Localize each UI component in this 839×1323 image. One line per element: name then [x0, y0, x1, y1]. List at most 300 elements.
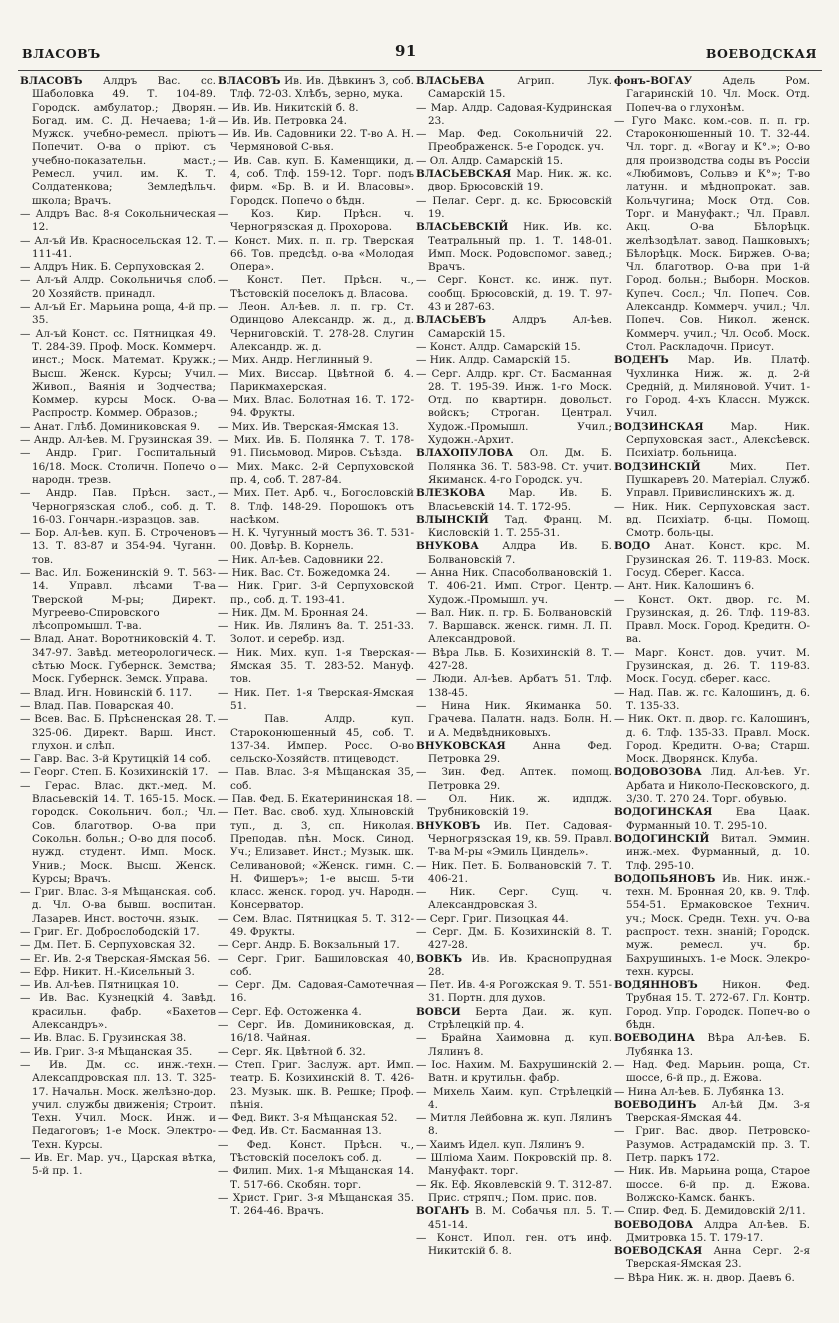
directory-entry: [20, 261, 216, 274]
entry-text: — Всев. Вас. Б. Прѣсненская 28. Т. 325-06. Директ. Варш. Инст. глухон. и слѣп.: [20, 713, 216, 752]
column-3: [416, 75, 612, 1315]
directory-entry: [614, 1032, 810, 1059]
entry-text: — Люди. Ал-ѣев. Арбатъ 51. Тлф. 138-45.: [416, 673, 612, 699]
directory-entry: [614, 833, 810, 873]
entry-surname: ВОДОВОЗОВА: [614, 766, 702, 779]
directory-entry: [218, 235, 414, 275]
entry-surname: ВОДО: [614, 540, 651, 553]
directory-entry: [218, 647, 414, 687]
entry-text: — Ник. Пет. 1-я Тверская-Ямская 51.: [218, 686, 414, 712]
entry-text: — Григ. Влас. 3-я Мѣщанская. соб. д. Чл. О-ва бывш. воспитан. Лазарев. Инст. восточн. язык.: [20, 886, 216, 925]
directory-entry: [20, 567, 216, 633]
entry-surname: ВОДЗИНСКІЙ: [614, 460, 701, 473]
entry-text: — Іос. Нахим. М. Бахрушинскій 2. Ватн. и крутильн. фабр.: [416, 1058, 612, 1085]
directory-entry: [416, 1112, 612, 1139]
directory-entry: [416, 913, 612, 926]
entry-surname: ВОВКЪ: [416, 952, 463, 965]
directory-entry: [218, 461, 414, 488]
entry-text: Никон. Фед. Трубная 15. Т. 272-67. Гл. Контр. Город. Упр. Городск. Попеч-во о бѣдн.: [626, 979, 810, 1032]
directory-entry: [416, 1232, 612, 1259]
directory-entry: [218, 128, 414, 155]
entry-text: Алдра Ив. Б. Болвановскій 7.: [428, 540, 612, 566]
entry-text: — Ефр. Никит. Н.-Кисельный 3.: [20, 965, 195, 978]
entry-text: — Анна Ник. Спасоболвановскій 1. Т. 406-21. Имп. Строг. Центр. Худож.-Промышл. уч.: [416, 566, 612, 606]
directory-entry: [416, 155, 612, 168]
directory-entry: [416, 102, 612, 129]
entry-text: — Христ. Григ. 3-я Мѣщанская 35. Т. 264-46. Врачъ.: [218, 1191, 414, 1218]
directory-entry: [20, 1032, 216, 1045]
entry-text: — Мих. Макс. 2-й Серпуховской пр. 4, соб. Т. 287-84.: [218, 460, 414, 486]
entry-text: — Пав. Влас. 3-я Мѣщанская 35, соб.: [218, 766, 414, 792]
entry-text: — Ал-ъй Алдр. Сокольничья слоб. 20 Хозяйств. принадл.: [20, 274, 216, 300]
directory-entry: [416, 274, 612, 314]
entry-text: — Серг. Григ. Башиловская 40, соб.: [218, 952, 414, 978]
directory-entry: [614, 1245, 810, 1272]
directory-entry: [416, 75, 612, 102]
directory-entry: [218, 115, 414, 128]
entry-text: Ал-ѣй Дм. 3-я Тверская-Ямская 44.: [626, 1098, 810, 1125]
entry-text: — Вѣра Ник. ж. н. двор. Даевъ 6.: [614, 1271, 795, 1284]
entry-text: — Алдръ Ник. Б. Серпуховская 2.: [20, 261, 205, 274]
column-1: [20, 75, 216, 1315]
directory-entry: [218, 301, 414, 354]
entry-text: — Серг. Як. Цвѣтной б. 32.: [218, 1045, 366, 1058]
entry-text: — Ник. Григ. 3-й Серпуховской пр., соб. д. Т. 193-41.: [218, 580, 414, 606]
directory-entry: [614, 501, 810, 541]
column-2: [218, 75, 414, 1315]
directory-entry: [416, 221, 612, 274]
entry-surname: ВОДЗИНСКАЯ: [614, 420, 704, 433]
entry-text: Мар. Ник. Серпуховская заст., Алексѣевск. Психіатр. больница.: [626, 420, 810, 460]
directory-entry: [614, 1205, 810, 1218]
directory-entry: [218, 1019, 414, 1046]
page-header: [0, 42, 839, 64]
directory-entry: [416, 540, 612, 567]
directory-entry: [416, 514, 612, 541]
directory-entry: [416, 607, 612, 647]
directory-entry: [218, 939, 414, 952]
directory-entry: [218, 75, 414, 102]
entry-surname: ВОВСИ: [416, 1005, 461, 1018]
directory-entry: [20, 1152, 216, 1179]
entry-surname: ВОЕВОДИНА: [614, 1032, 695, 1045]
directory-entry: [614, 115, 810, 354]
directory-entry: [20, 301, 216, 328]
entry-text: — Ник. Дм. М. Бронная 24.: [218, 606, 369, 619]
directory-entry: [20, 953, 216, 966]
entry-surname: ВОДЕНЪ: [614, 354, 669, 367]
entry-text: — Герас. Влас. дкт.-мед. М. Власьевскій 14. Т. 165-15. Моск. городск. Сокольнич. бол.; Чл. Сов. благотвор. О-ва при Сокольн. больн.; О-во для пособ. нужд. студент. Имп. Моск. Унив.; Моск. Высш. Женск. Курсы; Врачъ.: [20, 779, 216, 885]
entry-text: — Конст. Алдр. Самарскій 15.: [416, 340, 581, 353]
entry-text: Витал. Эммин. инж.-мех. Фурманный, д. 10. Тлф. 295-10.: [626, 832, 810, 872]
entry-text: — Алдръ Вас. 8-я Сокольническая 12.: [20, 207, 216, 234]
directory-entry: [218, 766, 414, 793]
entry-text: — Ив. Ив. Никитскій б. 8.: [218, 101, 359, 114]
entry-text: Ив. Пет. Садовая-Черногрязская 19, кв. 59. Правл. Т-ва М-ры «Эмиль Циндель».: [428, 819, 612, 859]
entry-text: — Ив. Влас. Б. Грузинская 38.: [20, 1032, 187, 1045]
entry-text: — Ив. Ег. Мар. уч., Царская вѣтка, 5-й пр. 1.: [20, 1152, 216, 1178]
entry-text: — Влад. Игн. Новинскій б. 117.: [20, 686, 193, 699]
directory-entry: [416, 368, 612, 448]
directory-entry: [218, 527, 414, 554]
entry-text: — Дм. Пет. Б. Серпуховская 32.: [20, 939, 196, 952]
entry-text: — Ник. Ив. Лялинъ 8а. Т. 251-33. Золот. и серебр. изд.: [218, 620, 414, 646]
directory-entry: [218, 1059, 414, 1112]
entry-text: Берта Даи. ж. куп. Стрѣлецкій пр. 4.: [428, 1005, 612, 1032]
entry-surname: ВОЕВОДСКАЯ: [614, 1245, 703, 1258]
entry-text: — Мар. Алдр. Садовая-Кудринская 23.: [416, 101, 612, 127]
entry-text: — Бор. Ал-ѣев. куп. Б. Строченовъ 13. Т. 83-87 и 354-94. Чуганн. тов.: [20, 527, 216, 566]
directory-entry: [218, 953, 414, 980]
entry-surname: ВЛЫНСКІЙ: [416, 513, 489, 526]
entry-text: — Ол. Ник. ж. идпдж. Трубниковскій 19.: [416, 793, 612, 819]
entry-text: — Георг. Степ. Б. Козихинскій 17.: [20, 766, 209, 779]
directory-entry: [218, 1046, 414, 1059]
directory-entry: [416, 979, 612, 1006]
entry-surname: фонъ-ВОГАУ: [614, 75, 693, 87]
directory-entry: [614, 540, 810, 580]
directory-entry: [20, 235, 216, 262]
entry-text: — Серг. Конст. кс. инж. пут. сообщ. Брюсовскій, д. 19. Т. 97-43 и 287-63.: [416, 274, 612, 314]
directory-entry: [218, 487, 414, 527]
directory-entry: [416, 1139, 612, 1152]
entry-text: — Марг. Конст. дов. учит. М. Грузинская, д. 26. Т. 119-83. Моск. Госуд. сберег. касс.: [614, 646, 810, 686]
directory-entry: [416, 487, 612, 514]
entry-text: — Ник. Серг. Сущ. ч. Александровская 3.: [416, 886, 612, 912]
entry-text: — Серг. Ив. Доминиковская, д. 16/18. Чайная.: [218, 1019, 414, 1045]
entry-text: — Ив. Ив. Петровка 24.: [218, 114, 347, 127]
directory-entry: [416, 447, 612, 487]
entry-text: — Ник. Окт. п. двор. гс. Калошинъ, д. 6. Тлф. 135-33. Правл. Моск. Город. Кредитн. О-ва; Старш. Моск. Дворянск. Клуба.: [614, 713, 810, 766]
entry-text: — Ник. Пет. Б. Болвановскій 7. Т. 406-21.: [416, 859, 612, 885]
entry-text: — Конст. Ипол. ген. отъ инф. Никитскій б. 8.: [416, 1231, 612, 1258]
entry-surname: ВОЕВОДОВА: [614, 1218, 694, 1231]
entry-surname: ВНУКОВЪ: [416, 819, 481, 832]
directory-entry: [218, 979, 414, 1006]
entry-text: — Ник. Ник. Серпуховская заст. вд. Психіатр. б-цы. Помощ. Смотр. боль-цы.: [614, 500, 810, 540]
directory-entry: [20, 780, 216, 886]
entry-text: — Пелаг. Серг. д. кс. Брюсовскій 19.: [416, 194, 612, 220]
entry-text: — Григ. Ег. Доброслободскій 17.: [20, 926, 200, 938]
entry-text: — Нина Ал-ѣев. Б. Лубянка 13.: [614, 1085, 785, 1098]
directory-entry: [20, 447, 216, 487]
directory-entry: [218, 620, 414, 647]
entry-text: — Серг. Дм. Садовая-Самотечная 16.: [218, 979, 414, 1005]
entry-text: Ив. Ив. Дѣвкинъ 3, соб. Тлф. 72-03. Хлѣбъ, зерно, мука.: [230, 75, 414, 101]
directory-entry: [218, 1112, 414, 1125]
entry-text: — Вас. Ил. Боженинскій 9. Т. 563-14. Управл. лѣсами Т-ва Тверской М-ры; Директ. Мугреево-Спировского лѣсопромышл. Т-ва.: [20, 566, 216, 633]
entry-surname: ВОГАНЪ: [416, 1205, 470, 1218]
entry-text: — Спир. Фед. Б. Демидовскій 2/11.: [614, 1205, 806, 1218]
entry-text: Адель Ром. Гагаринскій 10. Чл. Моск. Отд. Попеч-ва о глухонѣм.: [626, 75, 810, 114]
entry-text: — Мих. Влас. Болотная 16. Т. 172-94. Фрукты.: [218, 394, 414, 420]
entry-text: — Анат. Глѣб. Доминиковская 9.: [20, 420, 201, 433]
page-number: 91: [395, 42, 417, 60]
directory-entry: [416, 128, 612, 155]
entry-text: Ив. Ник. инж.-техн. М. Бронная 20, кв. 9. Тлф. 554-51. Ермаковское Технич. уч.; Моск. Средн. Техн. уч. О-ва распрост. техн. знаній; Городск. муж. ремесл. уч. бр. Бахрушиныхъ. 1-е Моск. Элекро-техн. курсы.: [626, 872, 810, 978]
directory-entry: [218, 1139, 414, 1166]
directory-entry: [416, 926, 612, 953]
entry-text: — Над. Фед. Марьин. роща, Ст. шоссе, 6-й пр., д. Ежова.: [614, 1058, 810, 1085]
header-left-running-title: ВЛАСОВЪ: [22, 46, 101, 61]
directory-entry: [614, 1219, 810, 1246]
entry-surname: ВОДОГИНСКАЯ: [614, 806, 713, 819]
directory-entry: [614, 713, 810, 766]
directory-entry: [218, 554, 414, 567]
entry-text: — Над. Пав. ж. гс. Калошинъ, д. 6. Т. 135-33.: [614, 686, 810, 712]
directory-entry: [614, 580, 810, 593]
directory-entry: [20, 633, 216, 686]
entry-text: Ник. Ив. кс. Театральный пр. 1. Т. 148-01. Имп. Моск. Родовспомог. завед.; Врачъ.: [428, 221, 612, 274]
entry-text: — Шліома Хаим. Покровскій пр. 8. Мануфакт. торг.: [416, 1152, 612, 1178]
entry-surname: ВЛАСОВЪ: [218, 75, 281, 87]
entry-text: — Ив. Ал-ѣев. Пятницкая 10.: [20, 979, 180, 992]
entry-text: — Андр. Пав. Прѣсн. заст., Черногрязская слоб., соб. д. Т. 16-03. Гончарн.-изразцов. зав.: [20, 487, 216, 526]
entry-text: — Влад. Пав. Поварская 40.: [20, 699, 174, 712]
directory-entry: [416, 1086, 612, 1113]
directory-entry: [614, 1272, 810, 1285]
directory-entry: [614, 421, 810, 461]
directory-entry: [218, 368, 414, 395]
entry-text: — Ник. Вас. Ст. Божедомка 24.: [218, 566, 391, 579]
entry-text: — Пав. Алдр. куп. Староконюшенный 45, соб. Т. 137-34. Импер. Росс. О-во сельско-Хозяйств. птицеводст.: [218, 713, 414, 766]
entry-text: — Фед. Ив. Ст. Басманная 13.: [218, 1125, 382, 1138]
directory-entry: [20, 992, 216, 1032]
entry-text: — Ник. Ив. Марьина роща, Старое шоссе. 6-й пр. д. Ежова. Волжско-Камск. банкъ.: [614, 1165, 810, 1204]
entry-text: — Ив. Дм. сс. инж.-техн. Алексапдровская пл. 13. Т. 325-17. Начальн. Моск. желѣзно-дор. учил. службы движенія; Строит. Техн. Учил. Моск. Инж. и Педагоговъ; 1-е Моск. Электро-Техн. Курсы.: [20, 1058, 216, 1151]
directory-entry: [416, 341, 612, 354]
entry-text: — Серг. Андр. Б. Вокзальный 17.: [218, 939, 400, 952]
directory-entry: [218, 793, 414, 806]
directory-entry: [218, 687, 414, 714]
entry-text: — Нина Ник. Якиманка 50. Грачева. Палатн. надз. Болн. Н. и А. Медвѣдниковыхъ.: [416, 699, 612, 739]
directory-entry: [416, 195, 612, 222]
entry-text: Алдра Ал-ѣев. Б. Дмитровка 15. Т. 179-17.: [626, 1218, 810, 1244]
entry-text: — Ал-ъй Конст. сс. Пятницкая 49. Т. 284-39. Проф. Моск. Коммерч. инст.; Моск. Математ. Кружк.; Высш. Женск. Курсы; Учил. Живоп., Ваянія и Зодчества; Коммер. курсы Моск. О-ва Распростр. Коммер. Образов.;: [20, 327, 216, 420]
entry-text: — Ал-ъй Ив. Красносельская 12. Т. 111-41.: [20, 234, 216, 260]
entry-text: — Леон. Ал-ѣев. л. п. гр. Ст. Одинцово Александр. ж. д., д. Черниговскій. Т. 278-28. Слугин Александр. ж. д.: [218, 301, 414, 353]
entry-text: — Митля Лейбовна ж. куп. Лялинъ 8.: [416, 1112, 612, 1138]
directory-entry: [218, 434, 414, 461]
directory-entry: [218, 421, 414, 434]
entry-text: Вѣра Ал-ѣев. Б. Лубянка 13.: [626, 1032, 810, 1058]
entry-text: — Серг. Еф. Остоженка 4.: [218, 1005, 362, 1018]
directory-entry: [20, 966, 216, 979]
entry-text: — Вал. Ник. п. гр. Б. Болвановскій 7. Варшавск. женск. гимн. Л. П. Александровой.: [416, 606, 612, 646]
entry-text: — Ник. Мих. куп. 1-я Тверская-Ямская 35. Т. 283-52. Мануф. тов.: [218, 646, 414, 686]
directory-entry: [218, 806, 414, 912]
entry-text: Анат. Конст. крс. М. Грузинская 26. Т. 119-83. Моск. Госуд. Сберег. Касса.: [626, 540, 810, 579]
directory-entry: [20, 434, 216, 447]
directory-entry: [416, 953, 612, 980]
directory-entry: [416, 820, 612, 860]
directory-entry: [416, 740, 612, 767]
directory-entry: [20, 328, 216, 421]
directory-entry: [218, 102, 414, 115]
directory-entry: [20, 979, 216, 992]
directory-entry: [218, 607, 414, 620]
directory-entry: [20, 421, 216, 434]
entry-text: Лид. Ал-ѣев. Уг. Арбата и Николо-Песковского, д. 3/30. Т. 270 24. Торг. обувью.: [626, 766, 810, 806]
entry-text: Ол. Дм. Б. Полянка 36. Т. 583-98. Ст. учит. Якиманск. 4-го Городск. уч.: [428, 447, 612, 486]
directory-entry: [614, 873, 810, 979]
directory-entry: [218, 1192, 414, 1219]
directory-entry: [416, 700, 612, 740]
entry-surname: ВОДЯННОВЪ: [614, 979, 698, 992]
directory-entry: [20, 713, 216, 753]
directory-entry: [20, 766, 216, 779]
entry-text: — Ив. Григ. 3-я Мѣщанская 35.: [20, 1045, 193, 1058]
directory-entry: [416, 314, 612, 341]
entry-text: Мих. Пет. Пушкаревъ 20. Матеріал. Служб. Управл. Привислинскихъ ж. д.: [626, 460, 810, 500]
entry-text: — Хаимъ Идел. куп. Лялинъ 9.: [416, 1138, 585, 1151]
entry-text: — Ив. Ив. Садовники 22. Т-во А. Н. Чермяновой С-вья.: [218, 128, 414, 154]
entry-text: Анна Фед. Петровка 29.: [428, 739, 612, 766]
entry-text: В. М. Собачья пл. 5. Т. 451-14.: [428, 1205, 612, 1231]
entry-text: Тад. Франц. М. Кисловскій 1. Т. 255-31.: [428, 513, 612, 540]
entry-text: — Ег. Ив. 2-я Тверская-Ямская 56.: [20, 952, 211, 965]
directory-entry: [416, 567, 612, 607]
header-rule: [18, 70, 822, 71]
directory-entry: [614, 1086, 810, 1099]
entry-text: — Брайна Хаимовна д. куп. Лялинъ 8.: [416, 1032, 612, 1058]
entry-text: — Влад. Анат. Воротниковскій 4. Т. 347-97. Завѣд. метеорологическ. сѣтью Моск. Губернск. Земства; Моск. Губернск. Земск. Управа.: [20, 633, 216, 686]
column-4: [614, 75, 810, 1315]
entry-surname: ВЛАХОПУЛОВА: [416, 447, 514, 460]
directory-entry: [416, 1032, 612, 1059]
directory-entry: [614, 766, 810, 806]
directory-entry: [416, 860, 612, 887]
entry-text: — Ив. Вас. Кузнецкій 4. Завѣд. красильн. фабр. «Бахетов Александръ».: [20, 992, 216, 1032]
directory-entry: [416, 1152, 612, 1179]
entry-text: — Конст. Мих. п. п. гр. Тверская 66. Тов. предсѣд. о-ва «Молодая Опера».: [218, 234, 414, 274]
entry-text: — Серг. Алдр. крг. Ст. Басманная 28. Т. 195-39. Инж. 1-го Моск. Отд. по квартирн. довольст. войскъ; Строган. Централ. Худож.-Промышл. Учил.; Художн.-Архит.: [416, 367, 612, 447]
entry-text: Ева Цаак. Фурманный 10. Т. 295-10.: [626, 806, 810, 832]
entry-text: — Конст. Пет. Прѣсн. ч., Тѣстовскій поселокъ д. Власова.: [218, 274, 414, 300]
directory-entry: [614, 461, 810, 501]
entry-text: — Мих. Пет. Арб. ч., Богословскій 8. Тлф. 148-29. Порошокъ отъ насѣком.: [218, 487, 414, 526]
entry-text: — Сем. Влас. Пятницкая 5. Т. 312-49. Фрукты.: [218, 912, 414, 938]
entry-text: — Конст. Окт. двор. гс. М. Грузинская, д. 26. Тлф. 119-83. Правл. Моск. Город. Кредитн. О-ва.: [614, 593, 810, 646]
entry-surname: ВЛАСЬЕВЪ: [416, 314, 486, 327]
entry-text: — Ник. Алдр. Самарскій 15.: [416, 354, 571, 367]
directory-entry: [614, 1125, 810, 1165]
entry-text: — Григ. Вас. двор. Петровско-Разумов. Астрадамскій пр. 3. Т. Петр. паркъ 172.: [614, 1125, 810, 1165]
entry-text: — Пет. Ив. 4-я Рогожская 9. Т. 551-31. Портн. для духов.: [416, 979, 612, 1005]
directory-entry: [218, 354, 414, 367]
directory-entry: [416, 793, 612, 820]
directory-entry: [20, 687, 216, 700]
entry-text: — Як. Еф. Яковлевскій 9. Т. 312-87. Прис. стряпч.; Пом. прис. пов.: [416, 1178, 612, 1204]
entry-text: Алдръ Вас. сс. Шаболовка 49. Т. 104-89. Городск. амбулатор.; Дворян. Богад. им. С. Д. Нечаева; 1-й Мужск. учебно-ремесл. пріютъ Попечит. О-ва о пріют. съ учебно-показательн. маст.; Ремесл. учил. им. К. Т. Солдатенкова; Земледѣльч. школа; Врачъ.: [32, 75, 216, 207]
directory-entry: [218, 1125, 414, 1138]
directory-entry: [416, 647, 612, 674]
entry-surname: ВЛАСЬЕВСКІЙ: [416, 221, 509, 234]
entry-text: Ив. Ив. Краснопрудная 28.: [428, 952, 612, 978]
entry-text: — Серг. Дм. Б. Козихинскій 8. Т. 427-28.: [416, 926, 612, 952]
entry-text: — Коз. Кир. Прѣсн. ч. Черногрязская д. Прохорова.: [218, 207, 414, 234]
directory-entry: [614, 687, 810, 714]
entry-text: — Вѣра Льв. Б. Козихинскій 8. Т. 427-28.: [416, 646, 612, 673]
directory-entry: [416, 1059, 612, 1086]
entry-text: — Серг. Григ. Пизоцкая 44.: [416, 912, 569, 925]
directory-entry: [614, 806, 810, 833]
directory-entry: [614, 1099, 810, 1126]
entry-surname: ВЛАСОВЪ: [20, 75, 83, 87]
entry-surname: ВОДОГИНСКІЙ: [614, 832, 710, 845]
entry-text: Анна Серг. 2-я Тверская-Ямская 23.: [626, 1245, 810, 1271]
entry-text: — Ник. Ал-ѣев. Садовники 22.: [218, 553, 384, 566]
entry-text: — Мих. Андр. Неглинный 9.: [218, 354, 373, 367]
entry-surname: ВОДОПЬЯНОВЪ: [614, 872, 716, 885]
entry-text: — Гавр. Вас. 3-й Крутицкій 14 соб.: [20, 753, 211, 766]
directory-entry: [218, 1006, 414, 1019]
directory-entry: [416, 354, 612, 367]
entry-surname: ВНУКОВА: [416, 540, 479, 553]
directory-entry: [20, 1059, 216, 1152]
directory-entry: [416, 766, 612, 793]
entry-text: — Мих. Ив. Тверская-Ямская 13.: [218, 420, 399, 433]
entry-text: — Н. К. Чугунный мостъ 36. Т. 531-00. Довѣр. В. Корнель.: [218, 527, 414, 553]
directory-entry: [614, 594, 810, 647]
directory-entry: [20, 208, 216, 235]
directory-entry: [218, 1165, 414, 1192]
directory-entry: [20, 939, 216, 952]
entry-text: Мар. Ив. Платф. Чухлинка Ниж. ж. д. 2-й Средній, д. Миляновой. Учит. 1-го Город. 4-хъ Классн. Мужск. Учил.: [626, 354, 810, 420]
directory-entry: [20, 527, 216, 567]
directory-entry: [416, 1006, 612, 1033]
header-right-running-title: ВОЕВОДСКАЯ: [705, 46, 817, 61]
directory-entry: [614, 647, 810, 687]
entry-surname: ВОЕВОДИНЪ: [614, 1098, 697, 1111]
entry-text: — Ант. Ник. Калошинъ 6.: [614, 580, 755, 593]
directory-entry: [614, 75, 810, 115]
directory-entry: [218, 713, 414, 766]
directory-entry: [218, 580, 414, 607]
entry-text: — Пав. Фед. Б. Екатерининская 18.: [218, 793, 413, 806]
entry-text: — Фед. Викт. 3-я Мѣщанская 52.: [218, 1112, 398, 1125]
directory-entry: [218, 155, 414, 208]
directory-entry: [218, 913, 414, 940]
entry-surname: ВЛЕЗКОВА: [416, 487, 486, 500]
directory-entry: [20, 886, 216, 926]
directory-entry: [614, 354, 810, 420]
directory-entry: [20, 75, 216, 208]
directory-entry: [416, 1205, 612, 1232]
directory-entry: [614, 979, 810, 1032]
entry-text: — Пет. Вас. своб. худ. Хлыновскій туп., д. 3, сп. Николая. Преподав. пѣн. Моск. Синод. Уч.; Елизавет. Инст.; Музык. шк. Селивановой; «Женск. гимн. С. Н. Фишеръ»; 1-е высш. 5-ти класс. женск. город. уч. Народн. Консерватор.: [218, 806, 414, 912]
directory-entry: [614, 1059, 810, 1086]
directory-entry: [218, 274, 414, 301]
entry-text: — Мих. Виссар. Цвѣтной б. 4. Парикмахерская.: [218, 367, 414, 393]
entry-text: — Зин. Фед. Аптек. помощ. Петровка 29.: [416, 766, 612, 792]
directory-entry: [416, 1179, 612, 1206]
directory-entry: [20, 487, 216, 527]
directory-entry: [416, 886, 612, 913]
entry-surname: ВЛАСЬЕВСКАЯ: [416, 168, 512, 181]
directory-entry: [416, 168, 612, 195]
entry-text: Агрип. Лук. Самарскій 15.: [428, 75, 612, 101]
directory-entry: [20, 753, 216, 766]
entry-text: — Степ. Григ. Заслуж. арт. Имп. театр. Б. Козихинскій 8. Т. 426-23. Музык. шк. В. Решке; Проф. пѣнія.: [218, 1058, 414, 1111]
directory-entry: [20, 700, 216, 713]
directory-entry: [218, 208, 414, 235]
entry-text: — Фед. Конст. Прѣсн. ч., Тѣстовскій поселокъ соб. д.: [218, 1138, 414, 1165]
entry-surname: ВЛАСЬЕВА: [416, 75, 485, 87]
directory-entry: [20, 274, 216, 301]
directory-entry: [20, 1046, 216, 1059]
entry-surname: ВНУКОВСКАЯ: [416, 739, 506, 752]
